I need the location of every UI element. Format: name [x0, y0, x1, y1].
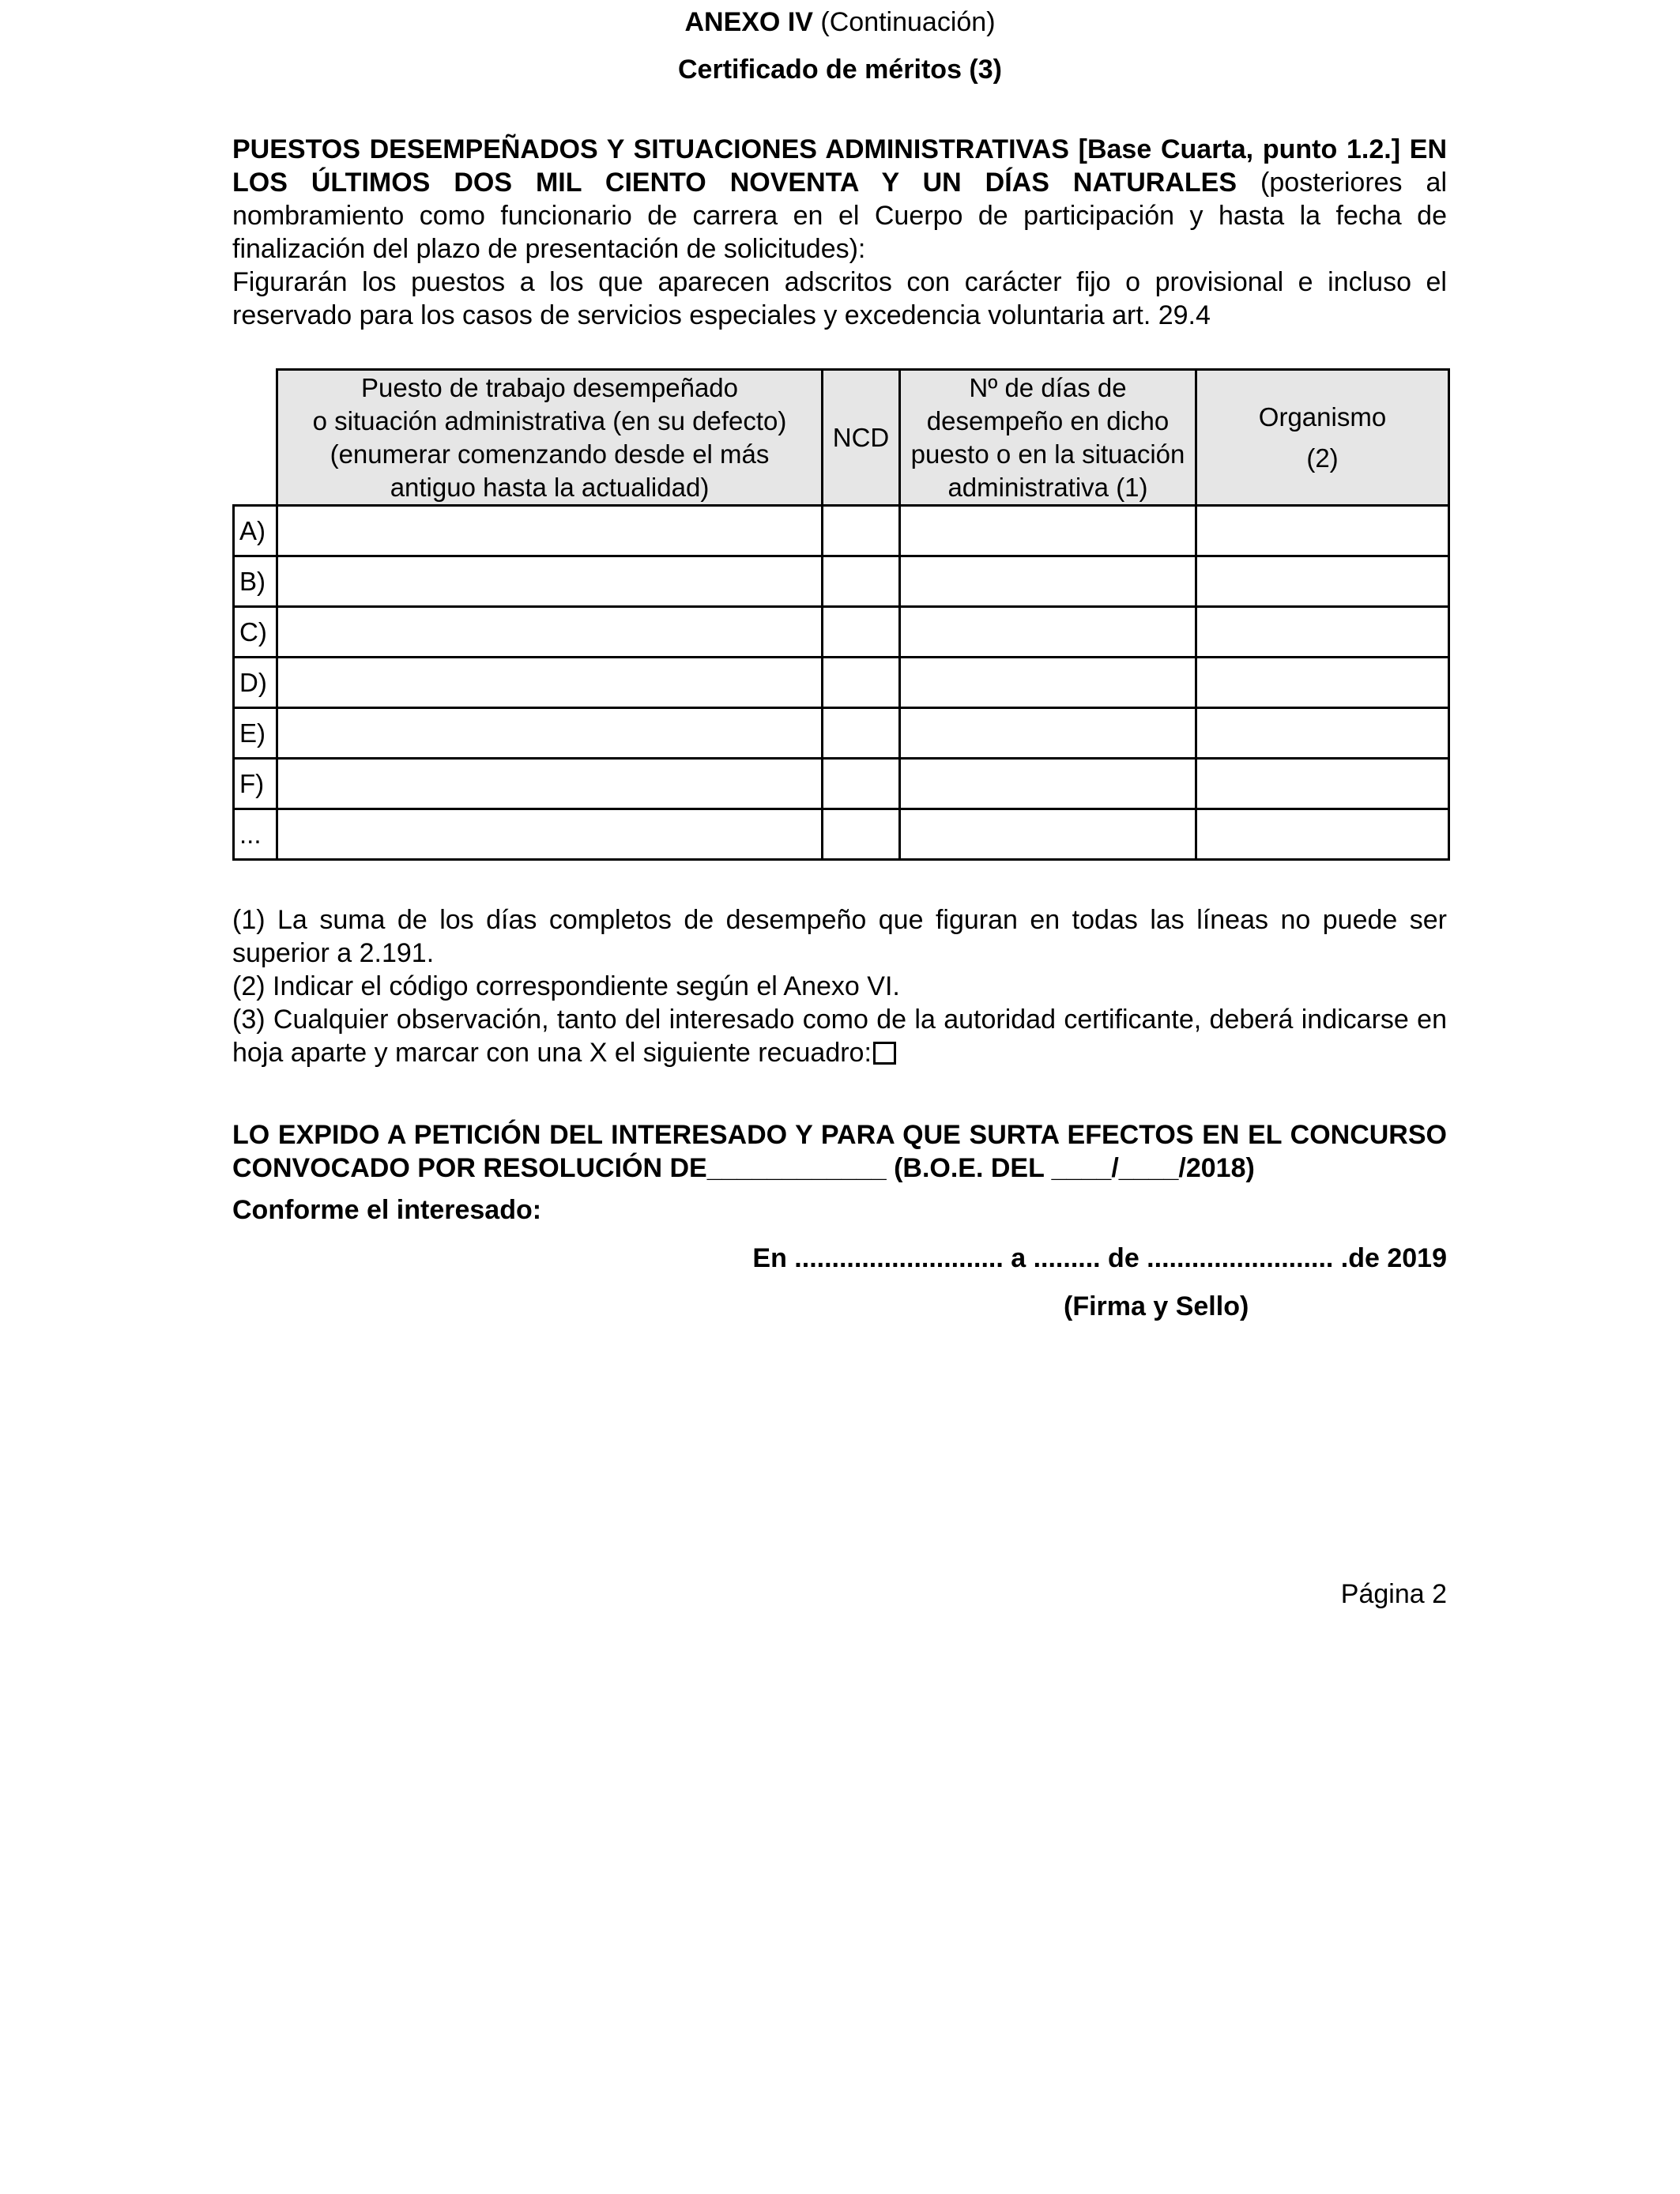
cell-ncd[interactable] [823, 658, 900, 708]
table-row [234, 658, 1449, 708]
merits-table [232, 368, 1450, 861]
annex-continuation: (Continuación) [820, 7, 996, 37]
footnote-3-text: (3) Cualquier observación, tanto del interesado como de la autoridad certificante, deberá indicarse en hoja aparte y marcar con una X el siguiente recuadro: [232, 1005, 1447, 1068]
header-organismo-line: (2) [1306, 443, 1339, 473]
annex-label: ANEXO IV [684, 7, 813, 37]
cell-puesto[interactable] [277, 658, 823, 708]
cell-organismo[interactable] [1196, 556, 1449, 607]
header-organismo [1196, 370, 1449, 506]
section-heading-bold: PUESTOS DESEMPEÑADOS Y SITUACIONES ADMINISTRATIVAS [Base Cuarta, punto 1.2.] EN LOS ÚLTIMOS DOS MIL CIENTO NOVENTA Y UN DÍAS NATURALES [232, 134, 1447, 198]
cell-organismo[interactable] [1196, 607, 1449, 658]
page-number: Página 2 [1340, 1579, 1447, 1609]
header-ncd: NCD [823, 370, 900, 506]
cell-puesto[interactable] [277, 708, 823, 759]
cell-ncd[interactable] [823, 759, 900, 809]
annex-header [0, 6, 1680, 38]
cell-dias[interactable] [900, 506, 1196, 556]
header-organismo-line: Organismo [1258, 401, 1387, 432]
table-row [234, 708, 1449, 759]
footnotes [232, 903, 1447, 1069]
row-label: D) [234, 658, 277, 708]
header-dias-line: Nº de días de [969, 372, 1127, 402]
cell-ncd[interactable] [823, 506, 900, 556]
cell-puesto[interactable] [277, 809, 823, 860]
header-puesto [277, 370, 823, 506]
cell-puesto[interactable] [277, 506, 823, 556]
section-heading-rest: (posteriores al nombramiento como funcionario de carrera en el Cuerpo de participación y hasta la fecha de finalización del plazo de presentación de solicitudes): [232, 168, 1448, 264]
header-puesto-line: antiguo hasta la actualidad) [390, 472, 710, 502]
table-row [234, 759, 1449, 809]
conforme-label: Conforme el interesado: [232, 1195, 542, 1225]
header-puesto-line: o situación administrativa (en su defecto) [312, 405, 787, 435]
cell-ncd[interactable] [823, 809, 900, 860]
cell-organismo[interactable] [1196, 506, 1449, 556]
table-corner [234, 370, 277, 506]
table-row [234, 809, 1449, 860]
section-note: Figurarán los puestos a los que aparecen adscritos con carácter fijo o provisional e incluso el reservado para los casos de servicios especiales y excedencia voluntaria art. 29.4 [232, 267, 1447, 330]
cell-puesto[interactable] [277, 607, 823, 658]
cell-puesto[interactable] [277, 759, 823, 809]
table-row [234, 506, 1449, 556]
observation-checkbox[interactable] [873, 1042, 896, 1065]
header-puesto-line: (enumerar comenzando desde el más [330, 439, 770, 469]
footnote-1: (1) La suma de los días completos de desempeño que figuran en todas las líneas no puede ser superior a 2.191. [232, 905, 1447, 968]
cell-puesto[interactable] [277, 556, 823, 607]
header-dias [900, 370, 1196, 506]
footnote-3 [232, 1003, 1447, 1069]
cell-ncd[interactable] [823, 607, 900, 658]
table-header-row [234, 370, 1449, 506]
cell-organismo[interactable] [1196, 708, 1449, 759]
closing-statement [232, 1118, 1447, 1185]
cell-dias[interactable] [900, 809, 1196, 860]
signature-label: (Firma y Sello) [1064, 1291, 1249, 1321]
section-intro [232, 133, 1447, 332]
row-label: ... [234, 809, 277, 860]
section-heading [232, 133, 1447, 266]
cell-dias[interactable] [900, 759, 1196, 809]
closing-text: LO EXPIDO A PETICIÓN DEL INTERESADO Y PARA QUE SURTA EFECTOS EN EL CONCURSO CONVOCADO POR RESOLUCIÓN DE____________ (B.O.E. DEL ____/____/2018) [232, 1120, 1447, 1183]
place-date-line: En ............................ a ......... de ......................... .de 2019 [752, 1243, 1447, 1273]
header-dias-line: desempeño en dicho [926, 405, 1170, 435]
cell-organismo[interactable] [1196, 759, 1449, 809]
table-row [234, 556, 1449, 607]
header-dias-line: puesto o en la situación [910, 439, 1185, 469]
cell-ncd[interactable] [823, 556, 900, 607]
cell-organismo[interactable] [1196, 658, 1449, 708]
header-dias-line: administrativa (1) [947, 472, 1148, 502]
cell-dias[interactable] [900, 708, 1196, 759]
cell-dias[interactable] [900, 607, 1196, 658]
row-label: C) [234, 607, 277, 658]
row-label: B) [234, 556, 277, 607]
cell-organismo[interactable] [1196, 809, 1449, 860]
footnote-2: (2) Indicar el código correspondiente según el Anexo VI. [232, 971, 900, 1001]
cell-ncd[interactable] [823, 708, 900, 759]
row-label: F) [234, 759, 277, 809]
cell-dias[interactable] [900, 658, 1196, 708]
cell-dias[interactable] [900, 556, 1196, 607]
page-title: Certificado de méritos (3) [678, 55, 1002, 85]
row-label: E) [234, 708, 277, 759]
row-label: A) [234, 506, 277, 556]
header-puesto-line: Puesto de trabajo desempeñado [360, 372, 739, 402]
table-row [234, 607, 1449, 658]
